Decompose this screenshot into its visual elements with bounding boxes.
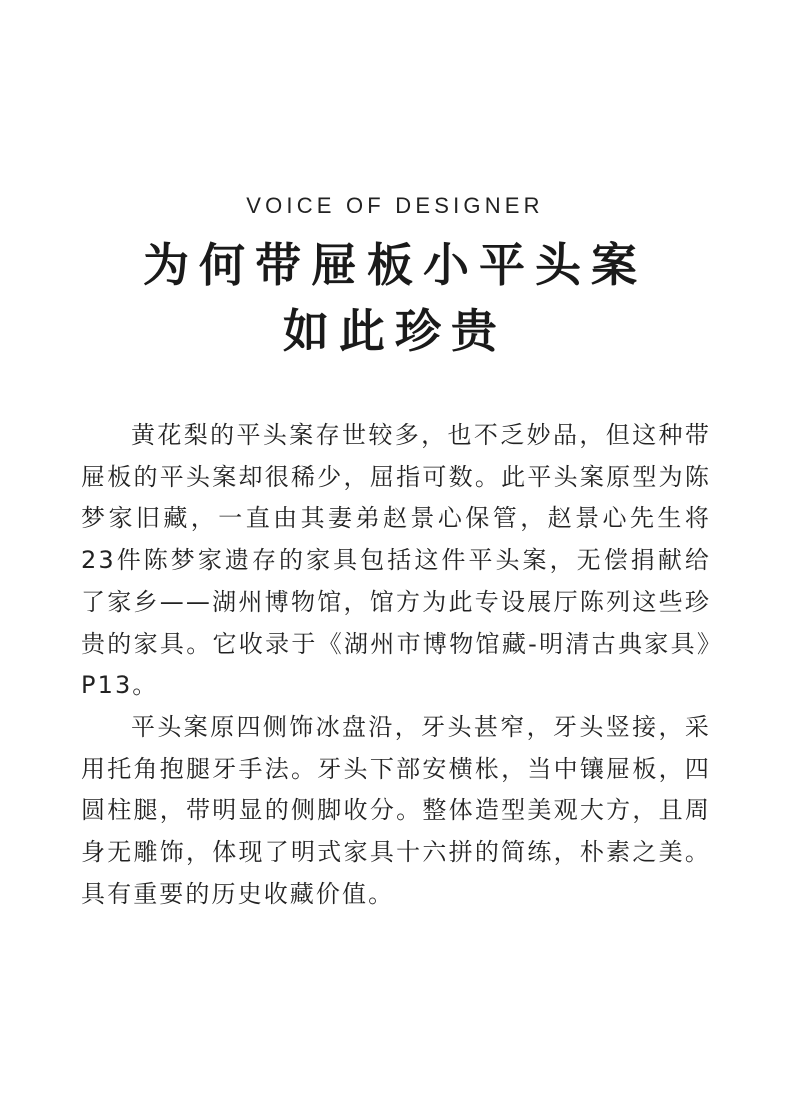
body-paragraph-2: 平头案原四侧饰冰盘沿，牙头甚窄，牙头竖接，采用托角抱腿牙手法。牙头下部安横枨，当中镶屉板，四圆柱腿，带明显的侧脚收分。整体造型美观大方，且周身无雕饰，体现了明式家具十六拼的简练，朴素之美。具有重要的历史收藏价值。 (81, 712, 711, 908)
section-kicker: VOICE OF DESIGNER (246, 193, 544, 218)
title-line-2: 如此珍贵 (283, 304, 507, 358)
article-body (81, 415, 711, 915)
title-line-1: 为何带屉板小平头案 (143, 238, 647, 292)
article-title (0, 232, 790, 364)
body-paragraph-1: 黄花梨的平头案存世较多，也不乏妙品，但这种带屉板的平头案却很稀少，屈指可数。此平头案原型为陈梦家旧藏，一直由其妻弟赵景心保管，赵景心先生将23件陈梦家遗存的家具包括这件平头案，无偿捐献给了家乡——湖州博物馆，馆方为此专设展厅陈列这些珍贵的家具。它收录于《湖州市博物馆藏-明清古典家具》P13。 (81, 421, 711, 700)
